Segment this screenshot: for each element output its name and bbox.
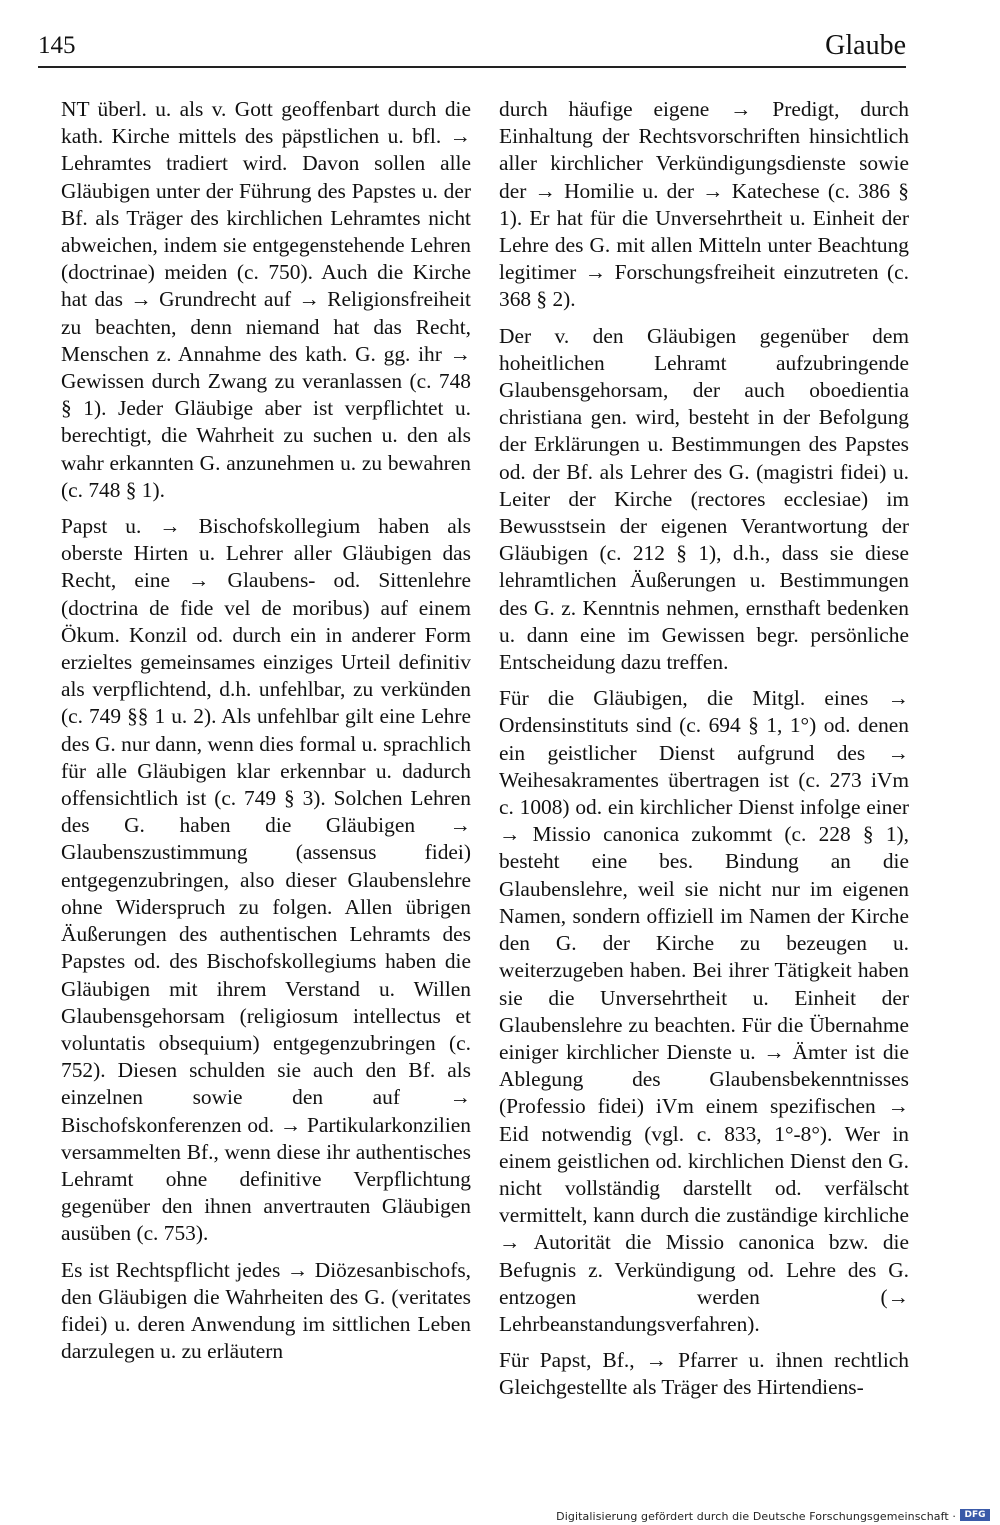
right-column — [499, 96, 909, 1411]
paragraph: NT überl. u. als v. Gott geoffenbart durch die kath. Kirche mittels des päpstlichen u. bfl. → Lehramtes tradiert wird. Davon sollen alle Gläubigen unter der Führung des Papstes u. der Bf. als Träger des kirchlichen Lehramtes nicht abweichen, indem sie entgegenstehende Lehren (doctrinae) meiden (c. 750). Auch die Kirche hat das → Grundrecht auf → Religionsfreiheit zu beachten, denn niemand hat das Recht, Menschen z. Annahme des kath. G. gg. ihr → Gewissen durch Zwang zu veranlassen (c. 748 § 1). Jeder Gläubige aber ist verpflichtet u. berechtigt, die Wahrheit zu suchen u. den als wahr erkannten G. anzunehmen u. zu bewahren (c. 748 § 1). — [61, 97, 471, 502]
paragraph: Papst u. → Bischofskollegium haben als oberste Hirten u. Lehrer aller Gläubigen das Recht, eine → Glaubens- od. Sittenlehre (doctrina de fide vel de moribus) auf einem Ökum. Konzil od. durch ein in anderer Form erzieltes gemeinsames einziges Urteil definitiv als verpflichtend, d.h. unfehlbar, zu verkünden (c. 749 §§ 1 u. 2). Als unfehlbar gilt eine Lehre des G. nur dann, wenn dies formal u. sprachlich für alle Gläubigen klar erkennbar u. dadurch offensichtlich ist (c. 749 § 3). Solchen Lehren des G. haben die Gläubigen → Glaubenszustimmung (assensus fidei) entgegenzubringen, also dieser Glaubenslehre ohne Widerspruch zu folgen. Allen übrigen Äußerungen des authentischen Lehramts des Papstes od. des Bischofskollegiums haben die Gläubigen mit ihrem Verstand u. Willen Glaubensgehorsam (religiosum intellectus et voluntatis obsequium) entgegenzubringen (c. 752). Diesen schulden sie auch den Bf. als einzelnen sowie den auf → Bischofskonferenzen od. → Partikularkonzilien versammelten Bf., wenn diese ihr authentisches Lehramt ohne definitive Verpflichtung gegenüber den ihnen anvertrauten Gläubigen ausüben (c. 753). — [61, 514, 471, 1246]
dfg-logo-icon: DFG — [960, 1509, 990, 1521]
footer-credit: Digitalisierung gefördert durch die Deutsche Forschungsgemeinschaft · — [556, 1510, 956, 1523]
running-title: Glaube — [825, 30, 906, 61]
paragraph: Der v. den Gläubigen gegenüber dem hoheitlichen Lehramt aufzubringende Glaubensgehorsam, der auch oboedientia christiana gen. wird, besteht in der Befolgung der Erklärungen u. Bestimmungen des Papstes od. der Bf. als Lehrer des G. (magistri fidei) u. Leiter der Kirche (rectores ecclesiae) im Bewusstsein der eigenen Verantwortung der Gläubigen (c. 212 § 1), d.h., dass sie diese lehramtlichen Äußerungen u. Bestimmungen des G. z. Kenntnis nehmen, ernsthaft bedenken u. dann eine im Gewissen begr. persönliche Entscheidung dazu treffen. — [499, 323, 909, 675]
page-number: 145 — [38, 32, 76, 59]
paragraph: Für Papst, Bf., → Pfarrer u. ihnen rechtlich Gleichgestellte als Träger des Hirtendiens- — [499, 1348, 909, 1400]
paragraph: Es ist Rechtspflicht jedes → Diözesanbischofs, den Gläubigen die Wahrheiten des G. (veritates fidei) u. deren Anwendung im sittlichen Leben darzulegen u. zu erläutern — [61, 1257, 471, 1364]
paragraph: Für die Gläubigen, die Mitgl. eines → Ordensinstituts sind (c. 694 § 1, 1°) od. denen ein geistlicher Dienst aufgrund des → Weihesakramentes übertragen ist (c. 273 iVm c. 1008) od. ein kirchlicher Dienst infolge einer → Missio canonica zukommt (c. 228 § 1), besteht eine bes. Bindung an die Glaubenslehre, weil sie nicht nur im eigenen Namen, sondern offiziell im Namen der Kirche den G. der Kirche zu bezeugen u. weiterzugeben haben. Bei ihrer Tätigkeit haben sie die Unversehrtheit u. Einheit der Glaubenslehre zu beachten. Für die Übernahme einiger kirchlicher Dienste u. → Ämter ist die Ablegung des Glaubensbekenntnisses (Professio fidei) iVm einem spezifischen → Eid notwendig (vgl. c. 833, 1°-8°). Wer in einem geistlichen od. kirchlichen Dienst den G. nicht vollständig darstellt od. verfälscht vermittelt, kann durch die zuständige kirchliche → Autorität die Missio canonica bzw. die Befugnis z. Verkündigung od. Lehre des G. entzogen werden (→ Lehrbeanstandungsverfahren). — [499, 686, 909, 1336]
left-column — [61, 96, 471, 1374]
page-header — [38, 28, 906, 68]
paragraph: durch häufige eigene → Predigt, durch Einhaltung der Rechtsvorschriften hinsichtlich aller kirchlicher Verkündigungsdienste sowie der → Homilie u. der → Katechese (c. 386 § 1). Er hat für die Unversehrtheit u. Einheit der Lehre des G. mit allen Mitteln unter Beachtung legitimer → Forschungsfreiheit einzutreten (c. 368 § 2). — [499, 97, 909, 312]
footer — [0, 1503, 1000, 1525]
